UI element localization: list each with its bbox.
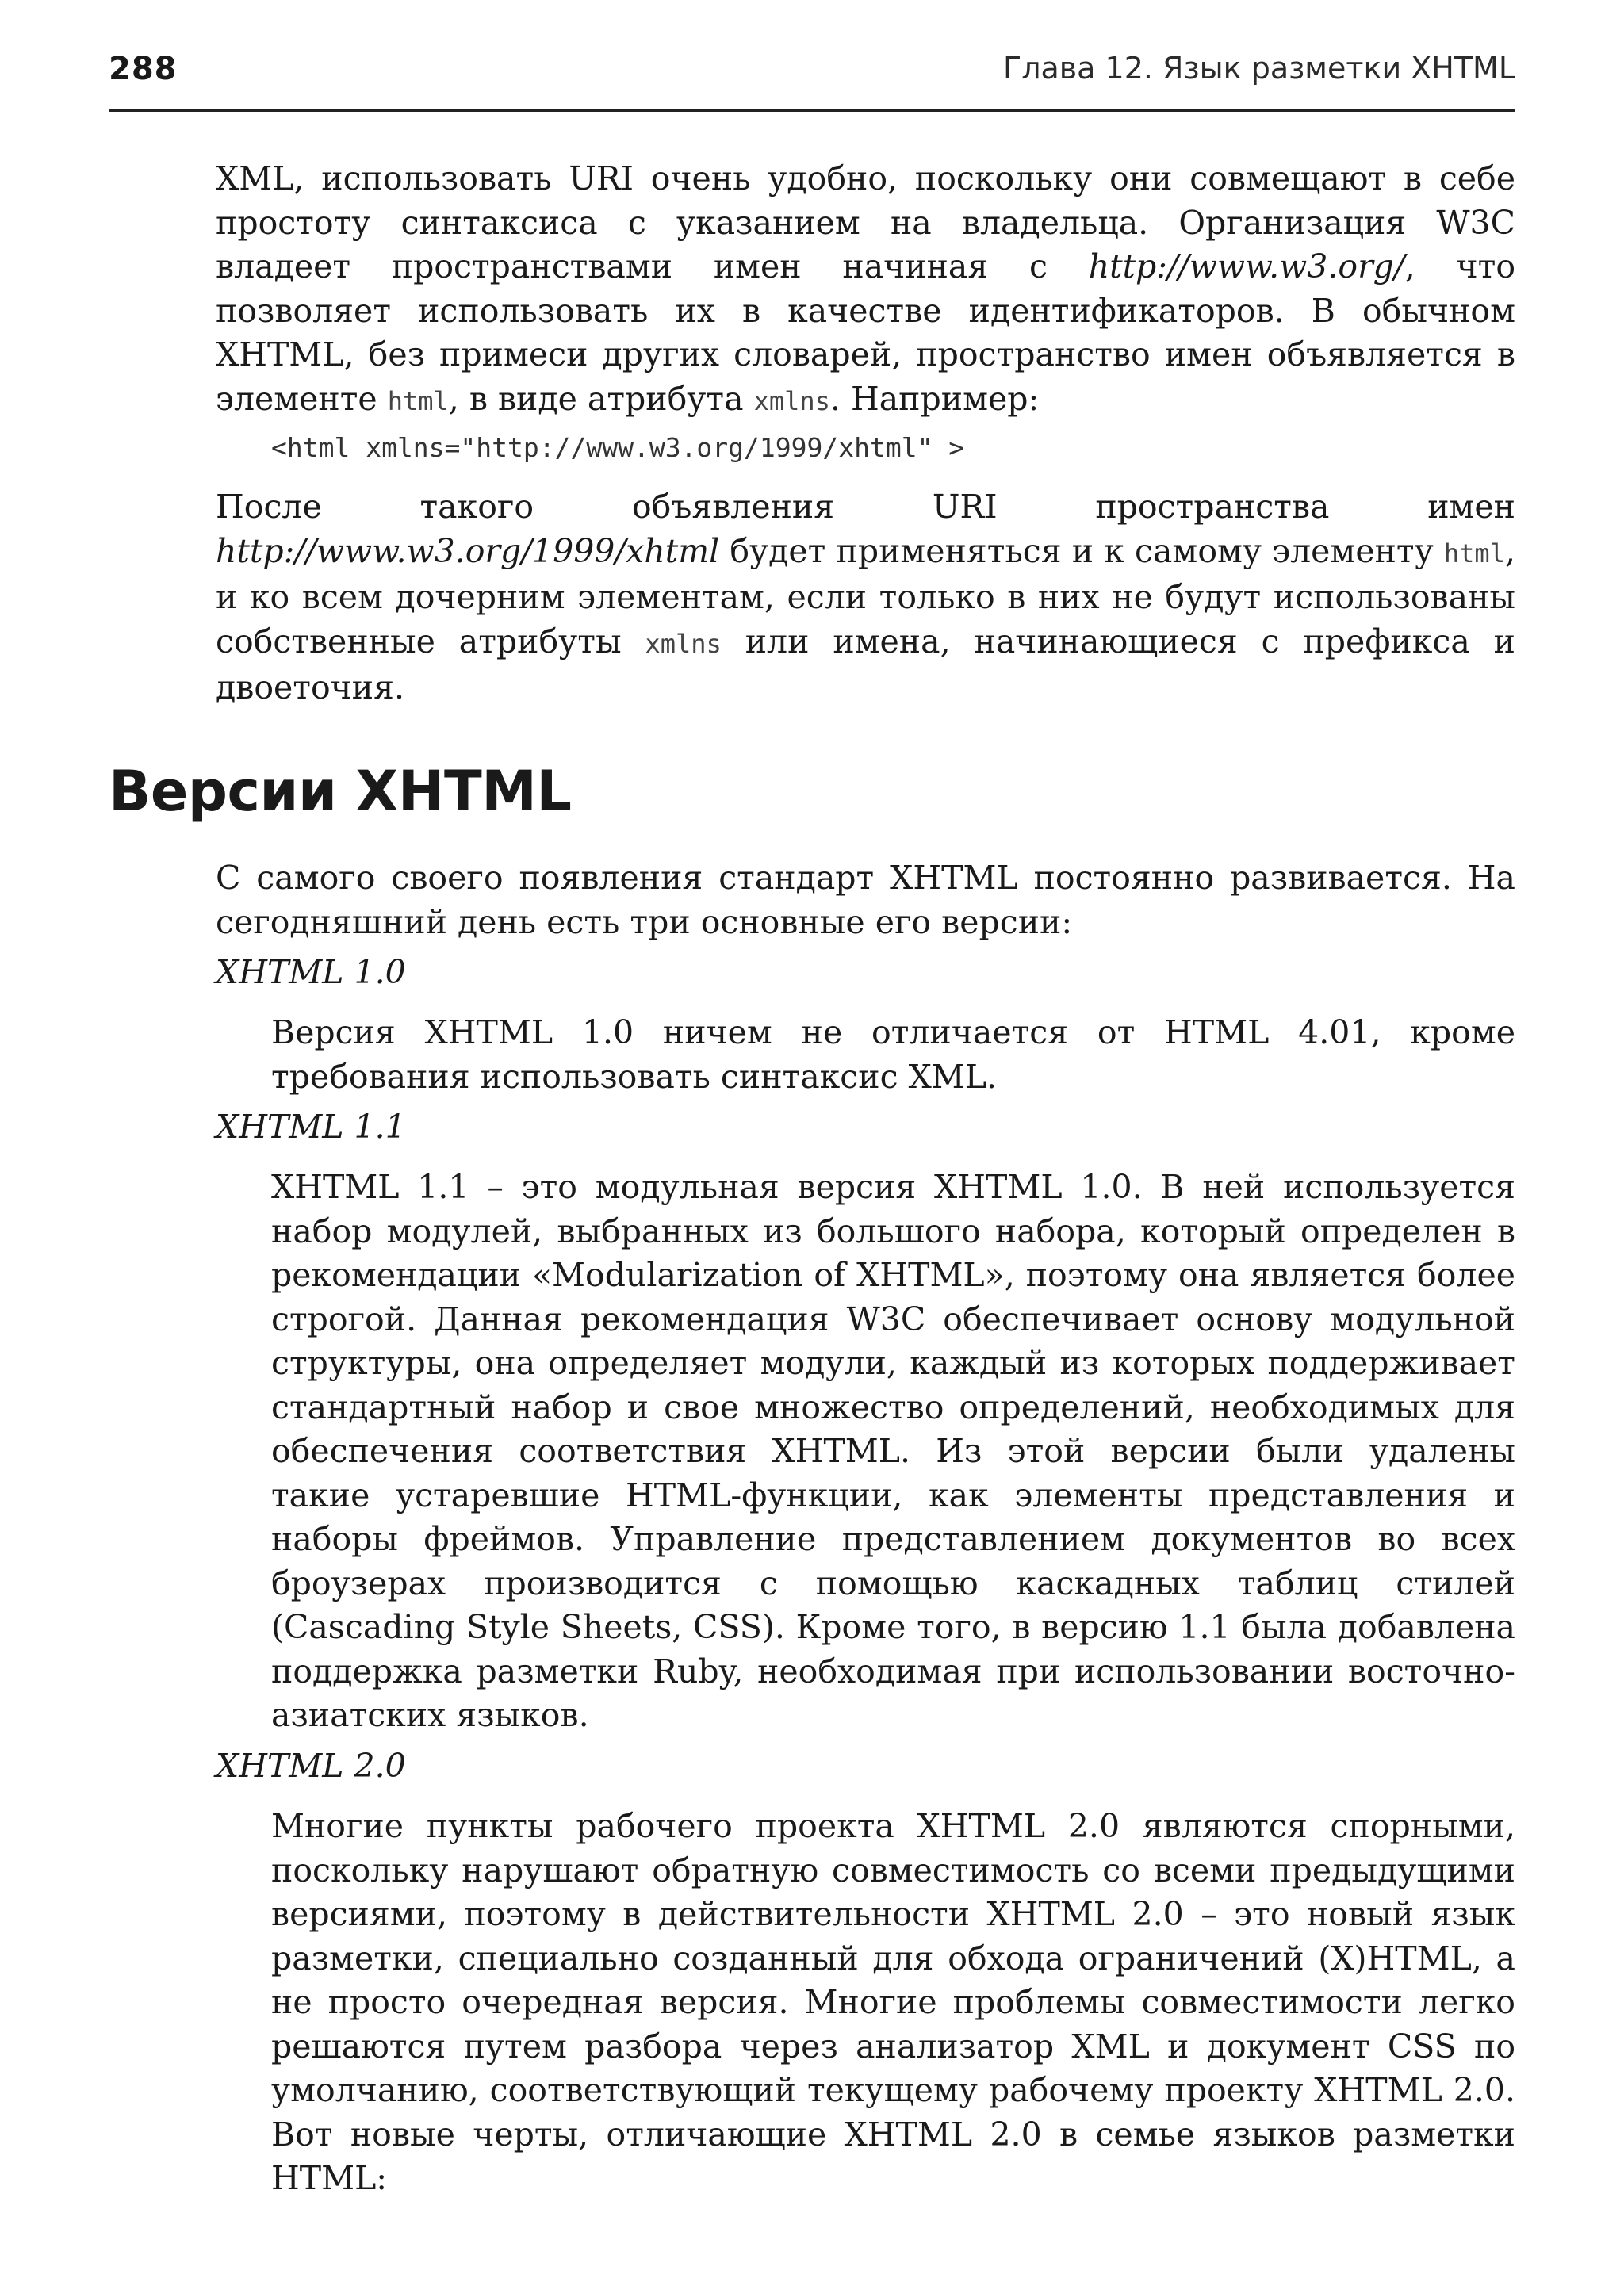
intro-paragraph-1: [216, 157, 1515, 423]
text-run: , в виде атрибута: [448, 379, 754, 418]
inline-code-xmlns: xmlns: [753, 385, 830, 416]
running-head: Глава 12. Язык разметки XHTML: [1003, 51, 1515, 86]
url-w3-org: http://www.w3.org/: [1088, 247, 1405, 285]
page-number: 288: [109, 51, 178, 87]
text-run: , и ко всем дочерним элементам, если только в них не будут использованы собственные атрибуты: [216, 531, 1515, 660]
definition-xhtml-1-0: Версия XHTML 1.0 ничем не отличается от HTML 4.01, кроме требования использовать синтаксис XML.: [271, 1013, 1515, 1096]
inline-code-html: html: [387, 385, 449, 416]
section-heading: Версии XHTML: [109, 759, 572, 824]
term-xhtml-2-0: XHTML 2.0: [216, 1747, 406, 1785]
text-run: будет применяться и к самому элементу: [719, 531, 1444, 570]
section-lead-paragraph: С самого своего появления стандарт XHTML постоянно развивается. На сегодняшний день есть три основные его версии:: [216, 859, 1515, 941]
url-xhtml-namespace: http://www.w3.org/1999/xhtml: [216, 531, 720, 570]
text-run: , что позволяет использовать их в качестве идентификаторов. В обычном XHTML, без примеси других словарей, пространство имен объявляется в элементе: [216, 247, 1516, 418]
code-example: <html xmlns="http://www.w3.org/1999/xhtml" >: [271, 432, 965, 463]
text-run: . Например:: [829, 379, 1040, 418]
text-run: XML, использовать URI очень удобно, поскольку они совмещают в себе простоту синтаксиса с указанием на владельца. Организация W3C владеет пространствами имен начиная с: [216, 159, 1515, 285]
inline-code-xmlns: xmlns: [645, 628, 722, 659]
inline-code-html: html: [1443, 538, 1505, 568]
text-run: После такого объявления URI пространства имен: [216, 488, 1515, 526]
definition-xhtml-2-0: Многие пункты рабочего проекта XHTML 2.0 являются спорными, поскольку нарушают обратную совместимость со всеми предыдущими версиями, поэтому в действительности XHTML 2.0 – это новый язык разметки, специально созданный для обхода ограничений (X)HTML, а не просто очередная версия. Многие проблемы совместимости легко решаются путем разбора через анализатор XML и документ CSS по умолчанию, соответствующий текущему рабочему проекту XHTML 2.0. Вот новые черты, отличающие XHTML 2.0 в семье языков разметки HTML:: [271, 1807, 1515, 2197]
page-header: [109, 41, 1515, 112]
term-xhtml-1-1: XHTML 1.1: [216, 1108, 406, 1146]
term-xhtml-1-0: XHTML 1.0: [216, 953, 406, 991]
definition-xhtml-1-1: XHTML 1.1 – это модульная версия XHTML 1.0. В ней используется набор модулей, выбранных из большого набора, который определен в рекомендации «Modularization of XHTML», поэтому она является более строгой. Данная рекомендация W3C обеспечивает основу модульной структуры, она определяет модули, каждый из которых поддерживает стандартный набор и свое множество определений, необходимых для обеспечения соответствия XHTML. Из этой версии были удалены такие устаревшие HTML-функции, как элементы представления и наборы фреймов. Управление представлением документов во всех броузерах производится с помощью каскадных таблиц стилей (Cascading Style Sheets, CSS). Кроме того, в версию 1.1 была добавлена поддержка разметки Ruby, необходимая при использовании восточно-азиатских языков.: [271, 1168, 1515, 1734]
intro-paragraph-2: [216, 485, 1515, 710]
text-run: или имена, начинающиеся с префикса и двоеточия.: [216, 622, 1515, 706]
